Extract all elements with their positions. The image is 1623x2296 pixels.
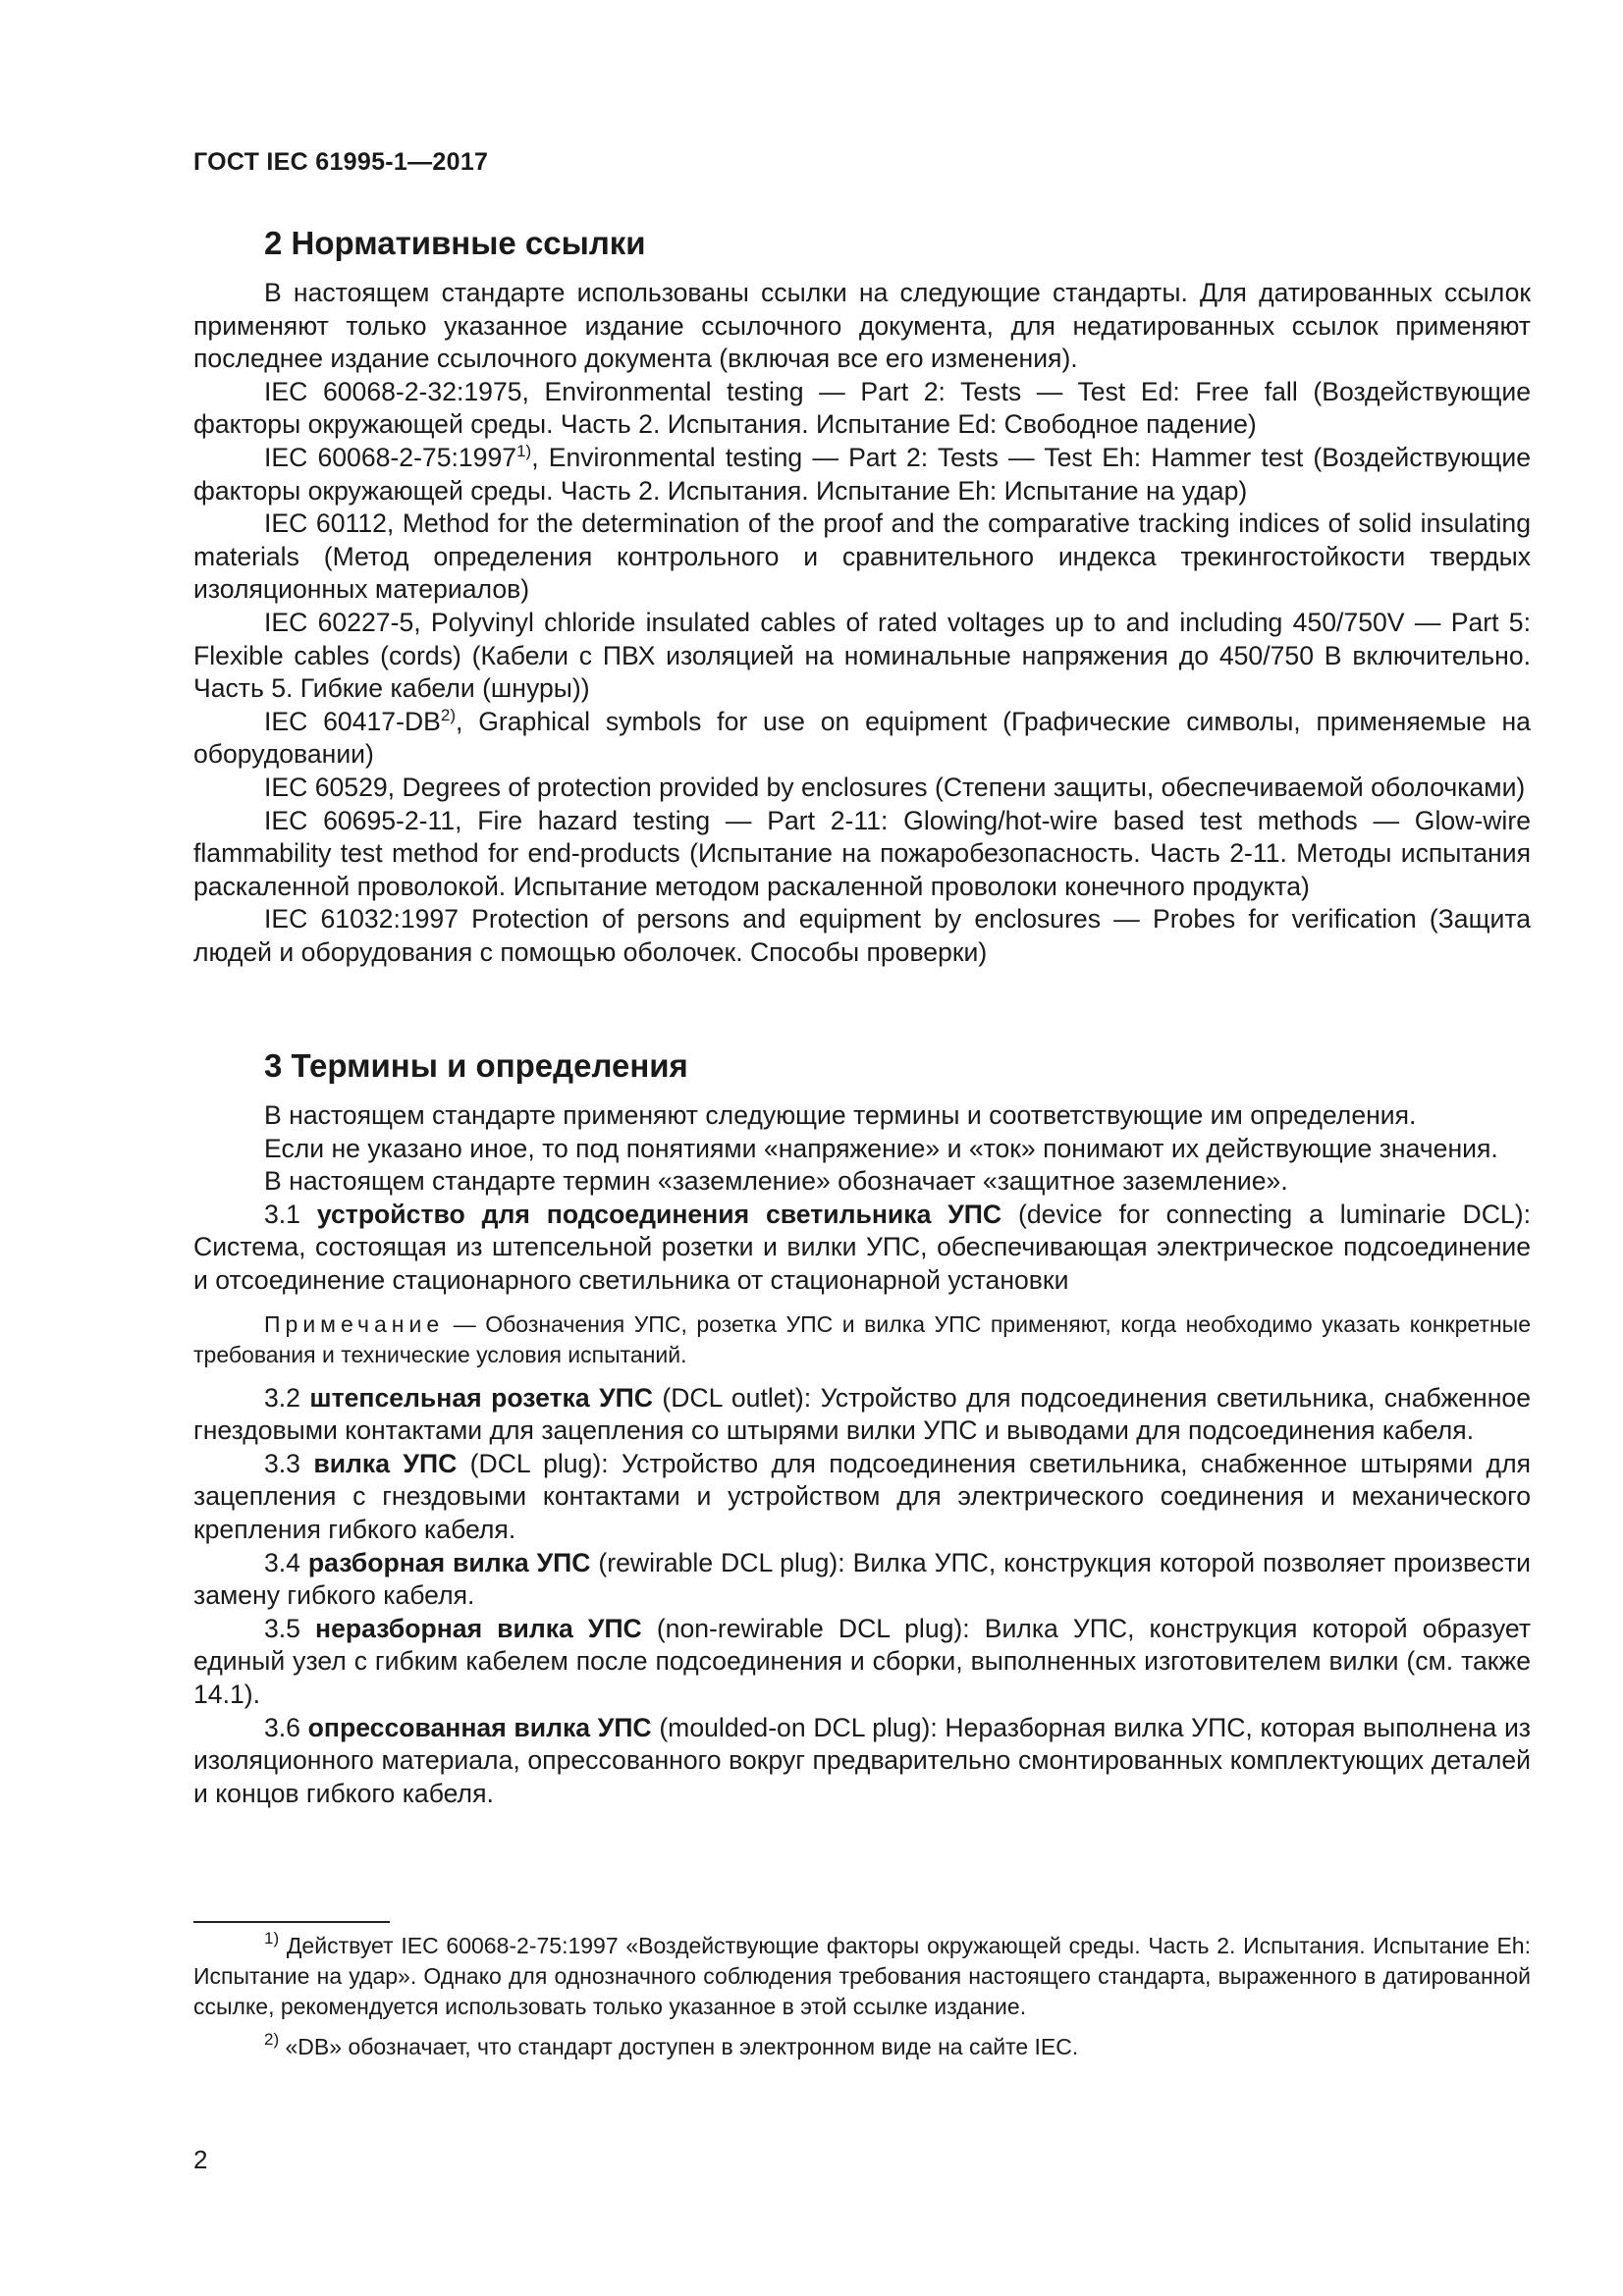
reference-text: IEC 60417-DB xyxy=(264,706,441,736)
reference-text: IEC 60068-2-75:1997 xyxy=(264,442,517,472)
term-number: 3.4 xyxy=(264,1547,308,1577)
page-number: 2 xyxy=(193,2145,208,2174)
reference-item xyxy=(193,442,1531,507)
note-label: Примечание xyxy=(264,1310,445,1337)
note xyxy=(193,1309,1531,1370)
term-name: неразборная вилка УПС xyxy=(315,1613,642,1643)
reference-item: IEC 60112, Method for the determination of the proof and the comparative tracking indices of solid insulating materials (Метод определения контрольного и сравнительного индекса трекингостойкости твердых изоляционных материалов) xyxy=(193,508,1531,605)
term-number: 3.2 xyxy=(264,1382,310,1413)
section-normative-references xyxy=(193,224,1531,969)
term-name: штепсельная розетка УПС xyxy=(309,1382,653,1413)
term-number: 3.3 xyxy=(264,1448,314,1478)
note-text: — Обозначения УПС, розетка УПС и вилка УПС применяют, когда необходимо указать конкретные требования и технические условия испытаний. xyxy=(193,1310,1531,1367)
reference-item: IEC 61032:1997 Protection of persons and equipment by enclosures — Probes for verification (Защита людей и оборудования с помощью оболочек. Способы проверки) xyxy=(193,904,1531,967)
reference-item: IEC 60068-2-32:1975, Environmental testing — Part 2: Tests — Test Ed: Free fall (Воздействующие факторы окружающей среды. Часть 2. Испытания. Испытание Ed: Свободное падение) xyxy=(193,376,1531,440)
section-3-title: 3 Термины и определения xyxy=(264,1047,688,1084)
term-definition xyxy=(193,1712,1531,1811)
term-text: (non-rewirable DCL plug): Вилка УПС, конструкция которой образует единый узел с гибким кабелем после подсоединения и сборки, выполненных изготовителем вилки (см. также 14.1). xyxy=(193,1613,1531,1709)
term-definition xyxy=(193,1199,1531,1298)
paragraph: В настоящем стандарте использованы ссылки на следующие стандарты. Для датированных ссылок применяют только указанное издание ссылочного документа, для недатированных ссылок применяют последнее издание ссылочного документа (включая все его изменения). xyxy=(193,278,1531,374)
reference-item: IEC 60227-5, Polyvinyl chloride insulated cables of rated voltages up to and including 450/750V — Part 5: Flexible cables (cords) (Кабели с ПВХ изоляцией на номинальные напряжения до 450/750 В включительно. Часть 5. Гибкие кабели (шнуры)) xyxy=(193,607,1531,704)
term-number: 3.5 xyxy=(264,1613,316,1643)
term-definition xyxy=(193,1613,1531,1712)
reference-item xyxy=(193,706,1531,772)
term-name: вилка УПС xyxy=(313,1448,458,1478)
term-text: (rewirable DCL plug): Вилка УПС, конструкция которой позволяет произвести замену гибкого кабеля. xyxy=(193,1547,1531,1611)
footnote-separator xyxy=(193,1921,390,1923)
paragraph: В настоящем стандарте применяют следующие термины и соответствующие им определения. xyxy=(264,1100,1417,1130)
paragraph: Если не указано иное, то под понятиями «напряжение» и «ток» понимают их действующие значения. xyxy=(264,1133,1498,1163)
section-terms-definitions xyxy=(193,1046,1531,1810)
term-text: (device for connecting a luminarie DCL): Система, состоящая из штепсельной розетки и вилки УПС, обеспечивающая электрическое подсоединение и отсоединение стационарного светильника от стационарной установки xyxy=(193,1199,1532,1295)
footnote-marker: 2) xyxy=(440,705,457,724)
term-text: (moulded-on DCL plug): Неразборная вилка УПС, которая выполнена из изоляционного материала, опрессованного вокруг предварительно смонтированных комплектующих деталей и концов гибкого кабеля. xyxy=(193,1712,1532,1808)
footnote xyxy=(193,2032,1531,2062)
footnote-marker: 1) xyxy=(516,441,532,460)
footnotes xyxy=(193,1931,1531,2072)
reference-text: , Graphical symbols for use on equipment (Графические символы, применяемые на оборудовании) xyxy=(193,706,1531,770)
term-name: опрессованная вилка УПС xyxy=(307,1712,652,1742)
reference-item: IEC 60529, Degrees of protection provided by enclosures (Степени защиты, обеспечиваемой оболочками) xyxy=(264,772,1526,802)
footnote-mark: 1) xyxy=(264,1929,280,1948)
term-text: (DCL outlet): Устройство для подсоединения светильника, снабженное гнездовыми контактами для зацепления со штырями вилки УПС и выводами для подсоединения кабеля. xyxy=(193,1382,1531,1446)
footnote-text: «DB» обозначает, что стандарт доступен в электронном виде на сайте IEC. xyxy=(279,2034,1079,2059)
term-name: разборная вилка УПС xyxy=(307,1547,591,1577)
term-definition xyxy=(193,1448,1531,1547)
term-definition xyxy=(193,1547,1531,1613)
section-2-title: 2 Нормативные ссылки xyxy=(264,225,646,261)
term-text: (DCL plug): Устройство для подсоединения светильника, снабженное штырями для зацепления с гнездовыми контактами и устройством для электрического соединения и механического крепления гибкого кабеля. xyxy=(193,1448,1531,1544)
term-number: 3.6 xyxy=(264,1712,308,1742)
term-number: 3.1 xyxy=(264,1199,317,1229)
term-name: устройство для подсоединения светильника УПС xyxy=(316,1199,1002,1229)
document-header-id: ГОСТ IEC 61995-1—2017 xyxy=(193,148,489,176)
footnote-text: Действует IEC 60068-2-75:1997 «Воздействующие факторы окружающей среды. Часть 2. Испытания. Испытание Eh: Испытание на удар». Однако для однозначного соблюдения требования настоящего стандарта, выраженного в датированной ссылке, рекомендуется использовать только указанное в этой ссылке издание. xyxy=(193,1933,1531,2019)
term-definition xyxy=(193,1382,1531,1448)
reference-text: , Environmental testing — Part 2: Tests — Test Eh: Hammer test (Воздействующие факторы окружающей среды. Часть 2. Испытания. Испытание Eh: Испытание на удар) xyxy=(193,442,1531,506)
reference-item: IEC 60695-2-11, Fire hazard testing — Part 2-11: Glowing/hot-wire based test methods — Glow-wire flammability test method for end-products (Испытание на пожаробезопасность. Часть 2-11. Методы испытания раскаленной проволокой. Испытание методом раскаленной проволоки конечного продукта) xyxy=(193,805,1531,901)
footnote xyxy=(193,1931,1531,2022)
paragraph: В настоящем стандарте термин «заземление» обозначает «защитное заземление». xyxy=(264,1166,1288,1197)
footnote-mark: 2) xyxy=(264,2030,280,2049)
